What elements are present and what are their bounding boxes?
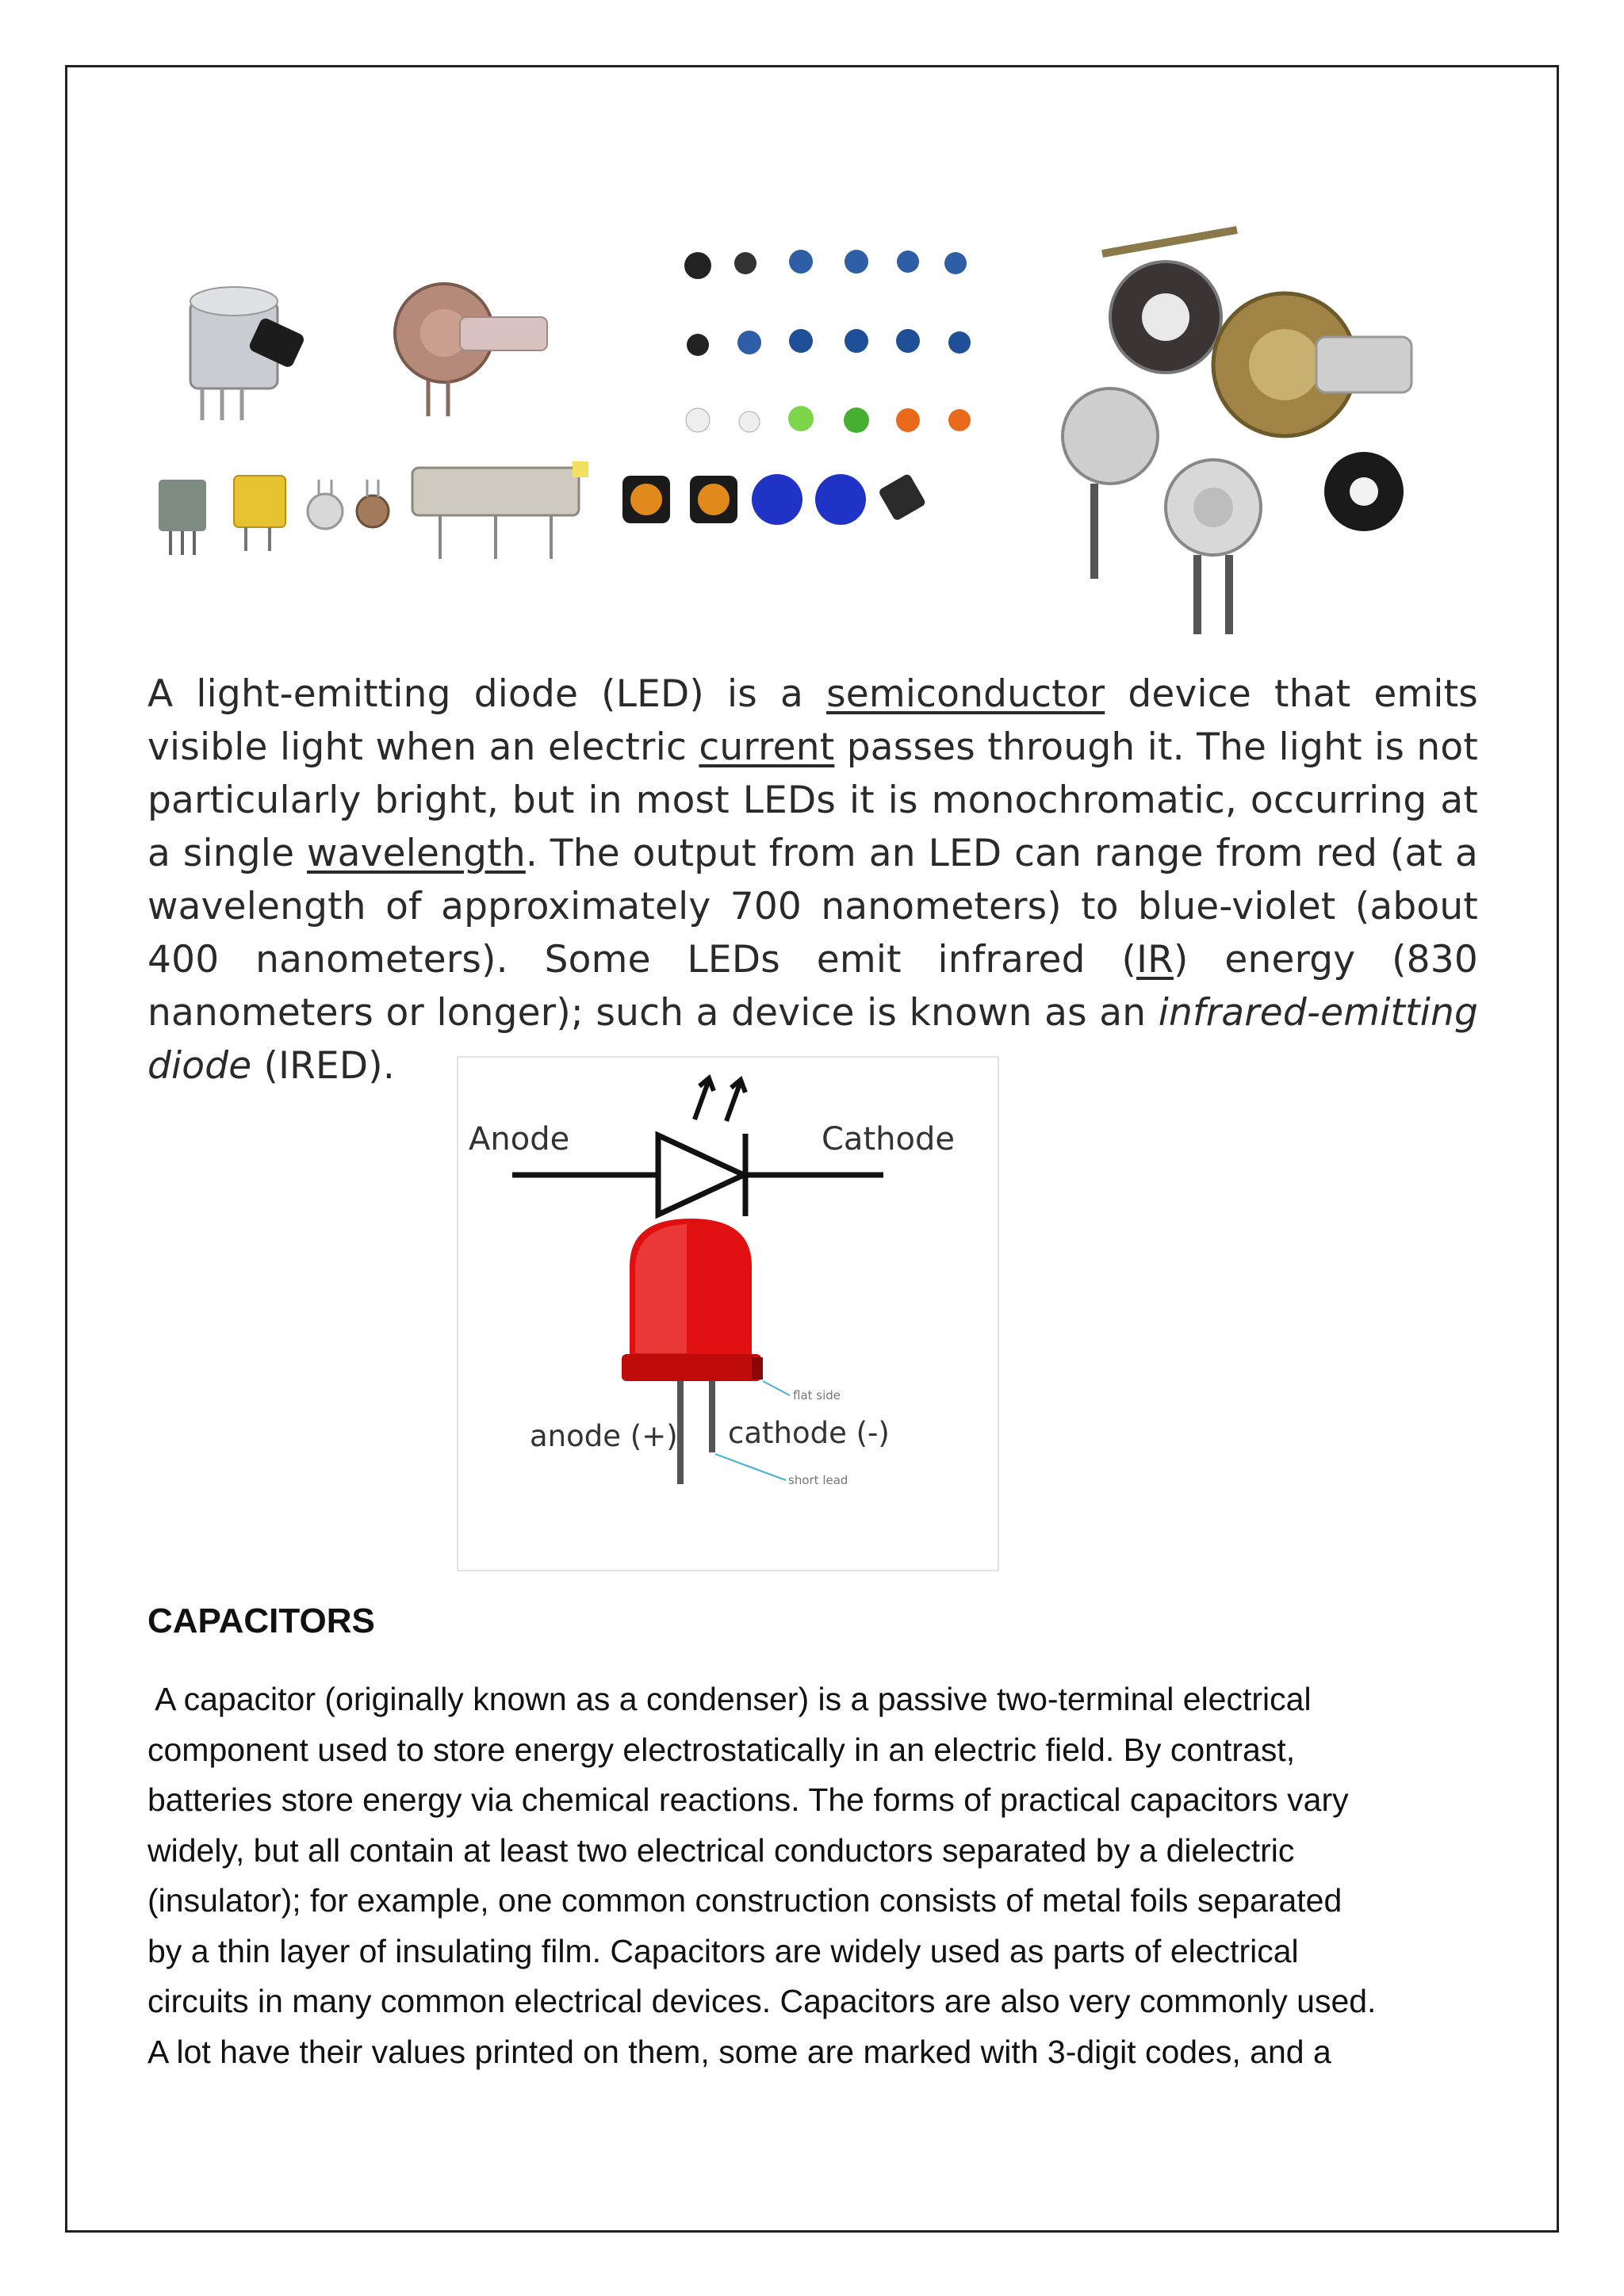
ired-term: infrared-emitting diode xyxy=(147,991,1478,1088)
capacitors-line: A capacitor (originally known as a condenser) is a passive two-terminal electrical xyxy=(147,1681,1312,1717)
led-text-2: device that emits visible light when an electric xyxy=(147,672,1478,769)
led-description-paragraph xyxy=(147,668,1478,1093)
anode-plus-label: anode (+) xyxy=(530,1419,678,1453)
capacitors-line: (insulator); for example, one common construction consists of metal foils separated xyxy=(147,1882,1342,1919)
rotary-potentiometer-bronze xyxy=(395,284,547,416)
wavelength-link[interactable]: wavelength xyxy=(307,832,526,875)
trimmer-components-row xyxy=(159,461,588,559)
led-text-4: . The output from an LED can range from red (at a wavelength of approximately 700 nanometers) to blue-violet (about 400 nanometers). Some LEDs emit infrared ( xyxy=(147,832,1478,982)
potentiometers-photo xyxy=(143,206,1483,650)
short-lead-label: short lead xyxy=(788,1473,848,1487)
capacitors-heading: CAPACITORS xyxy=(147,1601,375,1640)
capacitors-line: A lot have their values printed on them, some are marked with 3-digit codes, and a xyxy=(147,2033,1331,2070)
led-text-5: ) energy (830 nanometers or longer); such a device is known as an xyxy=(147,938,1478,1035)
large-potentiometers xyxy=(1063,230,1411,634)
cathode-label: Cathode xyxy=(822,1121,955,1158)
capacitors-line: batteries store energy via chemical reactions. The forms of practical capacitors vary xyxy=(147,1781,1349,1818)
led-diagram xyxy=(457,1056,999,1571)
led-text-3: passes through it. The light is not particularly bright, but in most LEDs it is monochromatic, occurring at a single xyxy=(147,725,1478,875)
led-text-1: A light-emitting diode (LED) is a xyxy=(147,672,827,716)
capacitors-line: widely, but all contain at least two electrical conductors separated by a dielectric xyxy=(147,1831,1295,1869)
flat-side-label: flat side xyxy=(793,1388,841,1402)
capacitors-line: component used to store energy electrostatically in an electric field. By contrast, xyxy=(147,1731,1296,1768)
capacitors-paragraph xyxy=(147,1674,1496,2077)
semiconductor-link[interactable]: semiconductor xyxy=(826,672,1105,716)
current-link[interactable]: current xyxy=(699,725,835,769)
trimmer-grid xyxy=(622,250,971,525)
led-text-6: (IRED). xyxy=(251,1044,395,1088)
cathode-minus-label: cathode (-) xyxy=(728,1416,890,1450)
capacitors-line: by a thin layer of insulating film. Capacitors are widely used as parts of electrical xyxy=(147,1932,1299,1969)
rotary-potentiometer-silver xyxy=(190,287,306,420)
ir-link[interactable]: IR xyxy=(1136,938,1174,982)
anode-label: Anode xyxy=(469,1121,570,1158)
capacitors-line: circuits in many common electrical devices. Capacitors are also very commonly used. xyxy=(147,1983,1377,2019)
